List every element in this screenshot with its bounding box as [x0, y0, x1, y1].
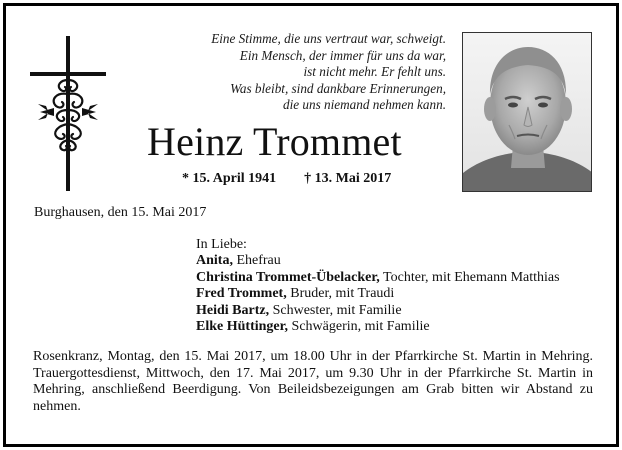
- poem-line: Eine Stimme, die uns vertraut war, schweigt.: [211, 31, 446, 46]
- place-and-date: Burghausen, den 15. Mai 2017: [34, 205, 207, 220]
- birth-date: * 15. April 1941: [182, 171, 277, 186]
- poem-line: Ein Mensch, der immer für uns da war,: [239, 47, 446, 63]
- poem-line: die uns niemand nehmen kann.: [283, 97, 446, 113]
- mourner-entry: [196, 319, 560, 335]
- death-date: † 13. Mai 2017: [304, 171, 392, 186]
- ornamental-cross-icon: [30, 36, 106, 191]
- mourner-relation: Schwägerin, mit Familie: [288, 319, 430, 335]
- mourner-entry: [196, 286, 560, 302]
- memorial-poem: [146, 31, 446, 114]
- mourner-name: Elke Hüttinger,: [196, 319, 289, 335]
- mourner-name: Heidi Bartz,: [196, 302, 270, 318]
- mourner-entry: [196, 303, 560, 319]
- mourner-name: Christina Trommet-Übelacker,: [196, 269, 380, 285]
- portrait-photo: [462, 32, 592, 192]
- mourner-name: Fred Trommet,: [196, 286, 287, 302]
- funeral-service-details: Rosenkranz, Montag, den 15. Mai 2017, um 18.00 Uhr in der Pfarrkirche St. Martin in Mehring. Trauergottesdienst, Mittwoch, den 17. Mai 2017, um 9.30 Uhr in der Pfarrkirche St. Martin in Mehring, anschließend Beerdigung. Von Beileidsbezeigungen am Grab bitten wir Abstand zu nehmen.: [33, 349, 593, 414]
- mourner-entry: [196, 253, 560, 269]
- mourners-list: [196, 237, 560, 335]
- poem-line: ist nicht mehr. Er fehlt uns.: [303, 64, 446, 80]
- mourner-relation: Ehefrau: [232, 253, 281, 269]
- deceased-name: Heinz Trommet: [147, 119, 402, 164]
- mourner-entry: [196, 270, 560, 286]
- life-dates: [182, 170, 391, 188]
- mourner-name: Anita,: [196, 253, 233, 269]
- mourners-intro: In Liebe:: [196, 237, 247, 252]
- mourner-relation: Schwester, mit Familie: [269, 302, 402, 318]
- mourner-relation: Bruder, mit Traudi: [286, 286, 395, 302]
- poem-line: Was bleibt, sind dankbare Erinnerungen,: [230, 80, 446, 96]
- mourner-relation: Tochter, mit Ehemann Matthias: [379, 269, 560, 285]
